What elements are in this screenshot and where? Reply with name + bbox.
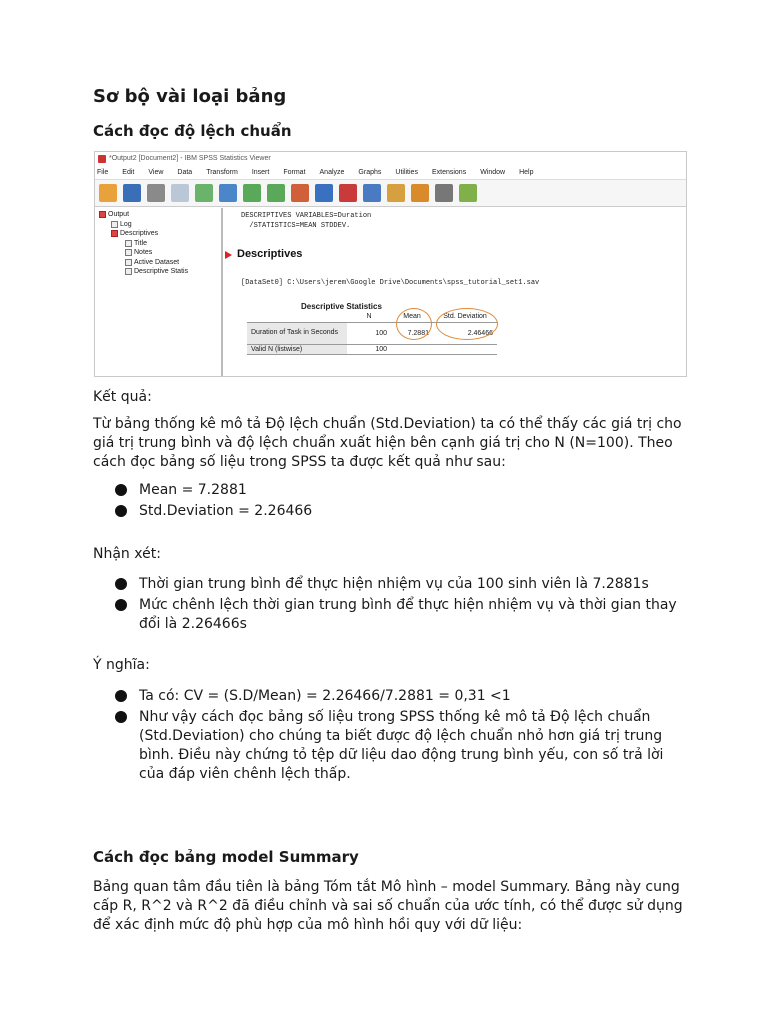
spss-menu-help[interactable]: Help — [519, 169, 534, 176]
hide-output-icon[interactable] — [411, 184, 429, 202]
meaning-list — [115, 687, 685, 786]
log-icon — [111, 221, 118, 228]
row-label-valid-n: Valid N (listwise) — [247, 344, 347, 354]
open-folder-icon[interactable] — [99, 184, 117, 202]
spss-menu-insert[interactable]: Insert — [251, 169, 270, 176]
comment-list — [115, 575, 685, 636]
show-output-icon[interactable] — [387, 184, 405, 202]
syntax-line-1: DESCRIPTIVES VARIABLES=Duration — [241, 212, 372, 220]
bullet-icon — [115, 690, 127, 702]
bullet-icon — [115, 599, 127, 611]
dataset-path: [DataSet0] C:\Users\jerem\Google Drive\Documents\spss_tutorial_set1.sav — [241, 279, 540, 287]
goto-case-icon[interactable] — [315, 184, 333, 202]
bullet-icon — [115, 505, 127, 517]
spss-menu-format[interactable]: Format — [283, 169, 306, 176]
promote-icon[interactable] — [435, 184, 453, 202]
spss-output-content — [223, 208, 686, 376]
variables-icon[interactable] — [363, 184, 381, 202]
nav-item-descriptives[interactable]: Descriptives — [99, 229, 221, 239]
demote-icon[interactable] — [459, 184, 477, 202]
spss-menu-transform[interactable]: Transform — [206, 169, 238, 176]
spss-menu-extensions[interactable]: Extensions — [431, 169, 467, 176]
spss-window-title: *Output2 [Document2] - IBM SPSS Statistics Viewer — [109, 155, 271, 162]
save-icon[interactable] — [123, 184, 141, 202]
mean-highlight-circle — [396, 308, 432, 340]
comment-label: Nhận xét: — [93, 546, 161, 562]
nav-item-title[interactable]: Title — [99, 239, 221, 249]
output-folder-icon — [99, 211, 106, 218]
spss-menubar — [95, 167, 686, 180]
spss-menu-window[interactable]: Window — [480, 169, 506, 176]
row-label-duration: Duration of Task in Seconds — [247, 322, 347, 344]
descriptive-statistics-title: Descriptive Statistics — [301, 302, 382, 311]
cell-valid-n: 100 — [375, 345, 387, 353]
spss-screenshot — [94, 151, 687, 377]
spss-menu-utilities[interactable]: Utilities — [395, 169, 418, 176]
export-icon[interactable] — [195, 184, 213, 202]
spss-menu-edit[interactable]: Edit — [122, 169, 135, 176]
spss-titlebar — [95, 152, 686, 167]
col-header-std-deviation: Std. Deviation — [443, 313, 487, 321]
meaning-label: Ý nghĩa: — [93, 657, 150, 673]
result-paragraph: Từ bảng thống kê mô tả Độ lệch chuẩn (Std.Deviation) ta có thể thấy các giá trị cho giá trị trung bình và độ lệch chuẩn xuất hiện bên cạnh giá trị cho N (N=100). Theo cách đọc bảng số liệu trong SPSS ta được kết quả như sau: — [93, 416, 682, 470]
descriptives-heading: Descriptives — [237, 248, 303, 260]
descriptives-folder-icon — [111, 230, 118, 237]
section-heading-std-deviation: Cách đọc độ lệch chuẩn — [93, 122, 292, 140]
result-list — [115, 481, 685, 523]
selected-arrow-icon — [225, 251, 232, 259]
spss-app-icon — [98, 155, 106, 163]
bullet-icon — [115, 484, 127, 496]
notes-icon — [125, 249, 132, 256]
nav-item-descriptive-statistics[interactable]: Descriptive Statis — [99, 267, 221, 277]
cell-duration-mean: 7.2881 — [407, 329, 429, 337]
goto-variable-icon[interactable] — [339, 184, 357, 202]
bullet-icon — [115, 711, 127, 723]
spss-menu-analyze[interactable]: Analyze — [319, 169, 345, 176]
spss-menu-data[interactable]: Data — [177, 169, 193, 176]
undo-icon[interactable] — [243, 184, 261, 202]
print-preview-icon[interactable] — [171, 184, 189, 202]
nav-item-active-dataset[interactable]: Active Dataset — [99, 258, 221, 268]
nav-item-notes[interactable]: Notes — [99, 248, 221, 258]
sd-highlight-circle — [436, 308, 498, 340]
spss-menu-file[interactable]: File — [97, 169, 109, 176]
print-icon[interactable] — [147, 184, 165, 202]
spss-toolbar — [95, 180, 686, 207]
list-item: Ta có: CV = (S.D/Mean) = 2.26466/7.2881 = 0,31 <1 — [115, 687, 685, 706]
list-item: Thời gian trung bình để thực hiện nhiệm vụ của 100 sinh viên là 7.2881s — [115, 575, 685, 594]
list-item: Như vậy cách đọc bảng số liệu trong SPSS thống kê mô tả Độ lệch chuẩn (Std.Deviation) cho chúng ta biết được độ lệch chuẩn nhỏ hơn giá trị trung bình. Điều này chứng tỏ tệp dữ liệu dao động trung bình yếu, con số trả lời của đáp viên chênh lệch thấp. — [115, 708, 685, 784]
goto-data-icon[interactable] — [291, 184, 309, 202]
dataset-icon — [125, 259, 132, 266]
nav-item-log[interactable]: Log — [99, 220, 221, 230]
table-icon — [125, 268, 132, 275]
model-summary-paragraph: Bảng quan tâm đầu tiên là bảng Tóm tắt Mô hình – model Summary. Bảng này cung cấp R, R^2 và R^2 đã điều chỉnh và sai số chuẩn của ước tính, có thể được sử dụng để xác định mức độ phù hợp của mô hình hồi quy với dữ liệu: — [93, 879, 683, 933]
list-item: Mean = 7.2881 — [115, 481, 685, 500]
spss-output-navigator — [95, 208, 223, 376]
list-item: Mức chênh lệch thời gian trung bình để thực hiện nhiệm vụ và thời gian thay đổi là 2.26466s — [115, 596, 685, 634]
spss-menu-view[interactable]: View — [148, 169, 164, 176]
bullet-icon — [115, 578, 127, 590]
spss-menu-graphs[interactable]: Graphs — [358, 169, 382, 176]
recall-dialog-icon[interactable] — [219, 184, 237, 202]
cell-duration-n: 100 — [375, 329, 387, 337]
list-item: Std.Deviation = 2.26466 — [115, 502, 685, 521]
title-icon — [125, 240, 132, 247]
redo-icon[interactable] — [267, 184, 285, 202]
page-title: Sơ bộ vài loại bảng — [93, 86, 287, 107]
result-label: Kết quả: — [93, 389, 152, 405]
section-heading-model-summary: Cách đọc bảng model Summary — [93, 848, 359, 866]
col-header-n: N — [366, 313, 372, 321]
cell-duration-sd: 2.46466 — [467, 329, 493, 337]
nav-item-output[interactable]: Output — [99, 210, 221, 220]
col-header-mean: Mean — [403, 313, 421, 321]
syntax-line-2: /STATISTICS=MEAN STDDEV. — [241, 222, 351, 230]
